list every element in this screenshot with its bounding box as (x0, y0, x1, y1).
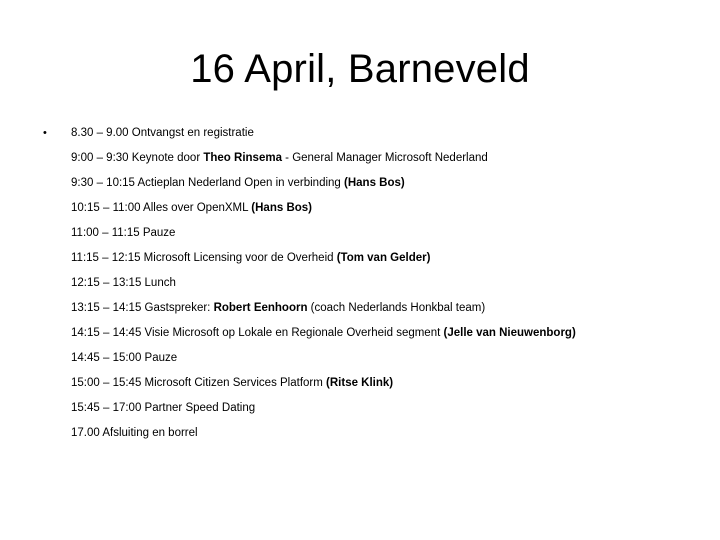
agenda-speaker: (Hans Bos) (251, 202, 312, 214)
agenda-text: - General Manager Microsoft Nederland (281, 152, 488, 164)
agenda-text: 9:30 – 10:15 Actieplan Nederland Open in verbinding (71, 177, 345, 189)
agenda-item (0, 299, 720, 324)
agenda-text: 11:00 – 11:15 Pauze (71, 227, 176, 239)
slide-title: 16 April, Barneveld (190, 47, 530, 91)
agenda-text: (coach Nederlands Honkbal team) (307, 302, 486, 314)
agenda-speaker: (Jelle van Nieuwenborg) (443, 327, 576, 339)
agenda-speaker: (Hans Bos) (344, 177, 405, 189)
agenda-item (0, 249, 720, 274)
agenda-text: 14:15 – 14:45 Visie Microsoft op Lokale en Regionale Overheid segment (71, 327, 444, 339)
agenda-item (0, 224, 720, 249)
agenda-item (0, 374, 720, 399)
agenda-text: 12:15 – 13:15 Lunch (71, 277, 176, 289)
agenda-item (0, 124, 720, 149)
agenda-text: 14:45 – 15:00 Pauze (71, 352, 178, 364)
agenda-list (0, 124, 720, 449)
agenda-item (0, 424, 720, 449)
agenda-text: 9:00 – 9:30 Keynote door (71, 152, 204, 164)
agenda-text: 17.00 Afsluiting en borrel (71, 427, 198, 439)
agenda-item (0, 399, 720, 424)
bullet-icon: • (43, 127, 47, 139)
agenda-text: 15:45 – 17:00 Partner Speed Dating (71, 402, 256, 414)
agenda-speaker: (Tom van Gelder) (336, 252, 431, 264)
agenda-text: 15:00 – 15:45 Microsoft Citizen Services Platform (71, 377, 327, 389)
agenda-item (0, 174, 720, 199)
agenda-speaker: (Ritse Klink) (326, 377, 394, 389)
agenda-speaker: Theo Rinsema (203, 152, 282, 164)
agenda-text: 13:15 – 14:15 Gastspreker: (71, 302, 214, 314)
agenda-item (0, 274, 720, 299)
agenda-item (0, 149, 720, 174)
agenda-item (0, 324, 720, 349)
agenda-item (0, 349, 720, 374)
agenda-text: 10:15 – 11:00 Alles over OpenXML (71, 202, 252, 214)
agenda-text: 11:15 – 12:15 Microsoft Licensing voor de Overheid (71, 252, 337, 264)
agenda-item (0, 199, 720, 224)
agenda-speaker: Robert Eenhoorn (213, 302, 308, 314)
agenda-text: 8.30 – 9.00 Ontvangst en registratie (71, 127, 254, 139)
